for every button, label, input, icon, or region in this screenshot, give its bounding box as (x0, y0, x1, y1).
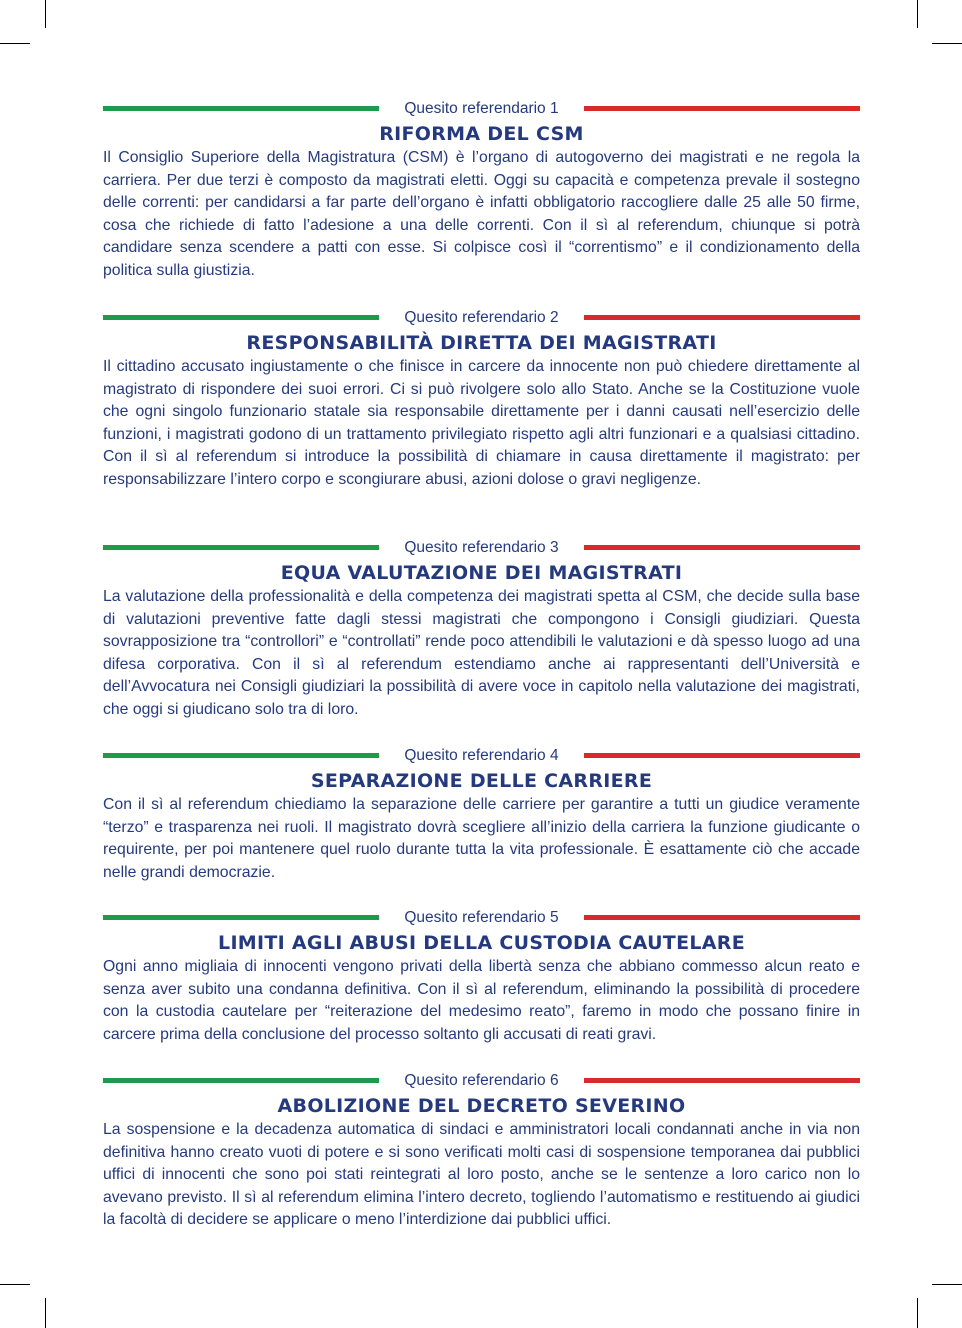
quesito-label: Quesito referendario 4 (404, 747, 559, 764)
crop-mark (932, 1284, 962, 1285)
section-title: SEPARAZIONE DELLE CARRIERE (310, 770, 653, 792)
section-header (103, 308, 860, 328)
section-title: RESPONSABILITÀ DIRETTA DEI MAGISTRATI (246, 332, 717, 354)
red-divider (584, 915, 860, 920)
section-header (103, 1071, 860, 1091)
section-body: La sospensione e la decadenza automatica di sindaci e amministratori locali condannati anche in via non definitiva hanno creato vuoti di potere e si sono verificati molti casi di sospensione temporanea dai pubblici uffici di innocenti che sono poi stati reintegrati al loro posto, anche se le sentenze a loro carico non lo avevano previsto. Il sì al referendum elimina l’intero decreto, togliendo l’automatismo e restituendo ai giudici la facoltà di decidere se applicare o meno l’interdizione dai pubblici uffici. (103, 1121, 860, 1228)
section-title: ABOLIZIONE DEL DECRETO SEVERINO (277, 1095, 686, 1117)
red-divider (584, 315, 860, 320)
section-body: Il Consiglio Superiore della Magistratura (CSM) è l’organo di autogoverno dei magistrati e ne regola la carriera. Per due terzi è composto da magistrati eletti. Oggi su capacità e competenza prevale il sostegno delle correnti: per candidarsi a far parte dell’organo è infatti obbligatorio raccogliere dalle 25 alle 50 firme, cosa che richiede di fatto l’adesione a una delle correnti. Con il sì al referendum, chiunque si potrà candidare senza scendere a patti con esse. Si colpisce così il “correntismo” e il condizionamento della politica sulla giustizia. (103, 149, 860, 279)
crop-mark (932, 43, 962, 44)
crop-mark (0, 1284, 30, 1285)
section-header (103, 99, 860, 119)
crop-mark (917, 1298, 918, 1328)
green-divider (103, 1078, 379, 1083)
crop-mark (917, 0, 918, 28)
section-body: Il cittadino accusato ingiustamente o che finisce in carcere da innocente non può chiedere direttamente al magistrato di rispondere dei suoi errori. Ci si può rivolgere solo allo Stato. Anche se la Costituzione vuole che ogni singolo funzionario statale sia responsabile direttamente per i danni causati nell’esercizio delle funzioni, i magistrati godono di un trattamento privilegiato rispetto agli altri funzionari e a qualsiasi cittadino. Con il sì al referendum si introduce la possibilità di chiamare in causa direttamente il magistrato: per responsabilizzare l’intero corpo e scongiurare abusi, azioni dolose o gravi negligenze. (103, 358, 860, 488)
section-quesito-2 (103, 308, 860, 491)
red-divider (584, 1078, 860, 1083)
crop-mark (45, 0, 46, 28)
crop-mark (45, 1298, 46, 1328)
red-divider (584, 753, 860, 758)
section-body: La valutazione della professionalità e della competenza dei magistrati spetta al CSM, che decide sulla base di valutazioni preventive fatte dagli stessi magistrati che compongono i Consigli giudiziari. Questa sovrapposizione tra “controllori” e “controllati” rende poco attendibili le valutazioni e dà spesso luogo ad una difesa corporativa. Con il sì al referendum estendiamo anche ai rappresentanti dell’Università e dell’Avvocatura nei Consigli giudiziari la possibilità di avere voce in capitolo nella valutazione dei magistrati, che oggi si giudicano solo tra di loro. (103, 588, 860, 718)
green-divider (103, 545, 379, 550)
quesito-label: Quesito referendario 1 (404, 100, 559, 117)
section-quesito-3 (103, 538, 860, 721)
green-divider (103, 915, 379, 920)
section-quesito-6 (103, 1071, 860, 1232)
section-quesito-4 (103, 746, 860, 884)
red-divider (584, 545, 860, 550)
section-title: EQUA VALUTAZIONE DEI MAGISTRATI (280, 562, 683, 584)
section-quesito-1 (103, 99, 860, 282)
section-title: LIMITI AGLI ABUSI DELLA CUSTODIA CAUTELARE (218, 932, 745, 954)
quesito-label: Quesito referendario 2 (404, 309, 559, 326)
quesito-label: Quesito referendario 5 (404, 909, 559, 926)
section-header (103, 908, 860, 928)
section-header (103, 538, 860, 558)
green-divider (103, 106, 379, 111)
section-quesito-5 (103, 908, 860, 1046)
green-divider (103, 315, 379, 320)
quesito-label: Quesito referendario 3 (404, 539, 559, 556)
section-body: Ogni anno migliaia di innocenti vengono privati della libertà senza che abbiano commesso alcun reato e senza aver subito una condanna definitiva. Con il sì al referendum, eliminando la possibilità di procedere con la custodia cautelare per “reiterazione del medesimo reato”, faremo in modo che possano finire in carcere prima della conclusione del processo soltanto gli accusati di reati gravi. (103, 958, 860, 1043)
crop-mark (0, 43, 30, 44)
section-header (103, 746, 860, 766)
red-divider (584, 106, 860, 111)
section-title: RIFORMA DEL CSM (379, 123, 584, 145)
section-body: Con il sì al referendum chiediamo la separazione delle carriere per garantire a tutti un giudice veramente “terzo” e trasparenza nei ruoli. Il magistrato dovrà scegliere all’inizio della carriera la funzione giudicante o requirente, per poi mantenere quel ruolo durante tutta la vita professionale. È esattamente ciò che accade nelle grandi democrazie. (103, 796, 860, 881)
quesito-label: Quesito referendario 6 (404, 1072, 559, 1089)
green-divider (103, 753, 379, 758)
